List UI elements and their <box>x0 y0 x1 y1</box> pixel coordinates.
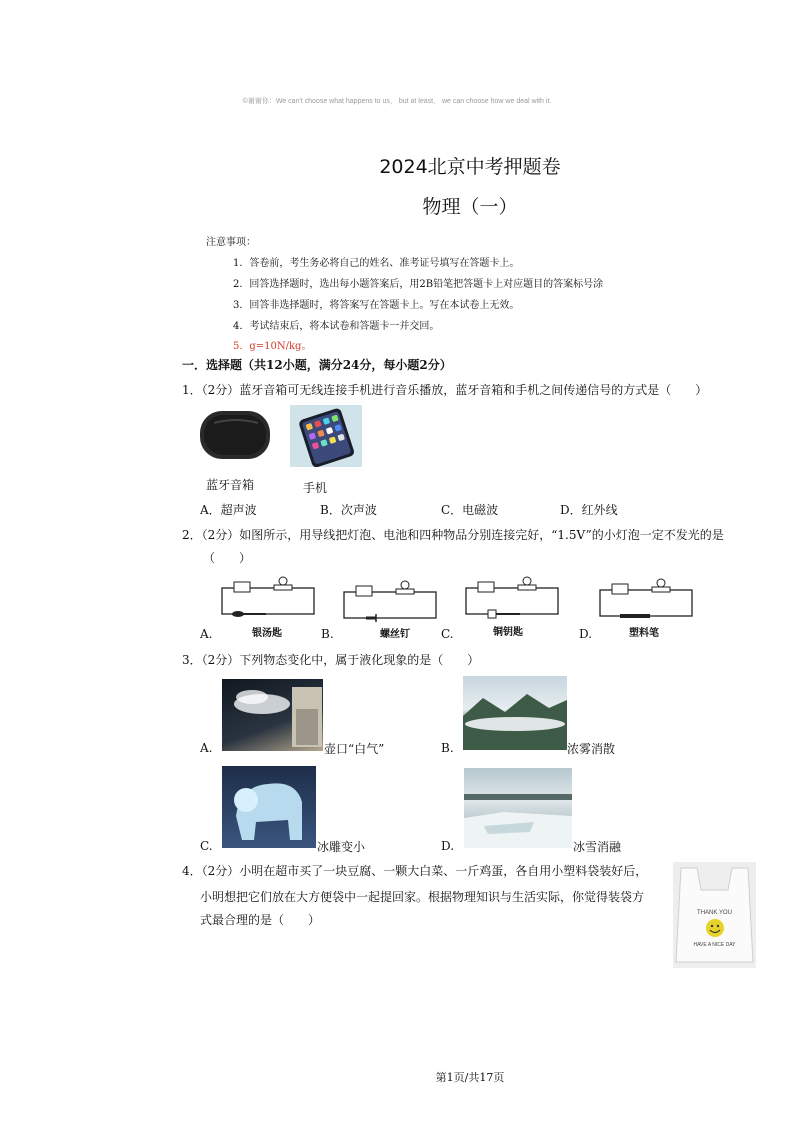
bluetooth-speaker-image <box>200 405 272 465</box>
q3-letter-d: D. <box>441 839 455 853</box>
fog-mountains-image <box>463 676 567 750</box>
q3-caption-a: 壶口“白气” <box>324 742 385 756</box>
q3-letter-c: C. <box>200 839 213 853</box>
q2-label-c: 铜钥匙 <box>493 627 523 638</box>
q2-label-a: 银汤匙 <box>252 628 282 639</box>
melting-snow-image <box>464 768 572 848</box>
ice-sculpture-image <box>222 766 316 848</box>
q2-letter-a: A. <box>200 627 213 641</box>
speaker-label: 蓝牙音箱 <box>206 478 255 492</box>
q2-label-d: 塑料笔 <box>629 628 659 639</box>
bag-text-thank-you: THANK YOU <box>697 910 732 916</box>
notice-item: 1．答卷前，考生务必将自己的姓名、准考证号填写在答题卡上。 <box>233 258 520 269</box>
question-1-stem: 1．（2分）蓝牙音箱可无线连接手机进行音乐播放，蓝牙音箱和手机之间传递信号的方式是（ ） <box>182 383 708 397</box>
q3-caption-b: 浓雾消散 <box>567 742 616 756</box>
phone-label: 手机 <box>303 481 328 495</box>
page-footer: 第1页/共17页 <box>435 1071 505 1084</box>
circuit-b <box>340 578 440 626</box>
page-title: 2024北京中考押题卷 <box>379 156 561 178</box>
notice-item: 4．考试结束后，将本试卷和答题卡一并交回。 <box>233 321 440 332</box>
section-heading: 一．选择题（共12小题，满分24分，每小题2分） <box>182 358 452 372</box>
q3-caption-d: 冰雪消融 <box>573 840 622 854</box>
question-2-stem-cont: （ ） <box>203 551 252 565</box>
question-3-stem: 3．（2分）下列物态变化中，属于液化现象的是（ ） <box>182 653 480 667</box>
notice-item: 2．回答选择题时，选出每小题答案后，用2B铅笔把答题卡上对应题目的答案标号涂 <box>233 279 604 290</box>
circuit-a <box>218 574 318 622</box>
q3-letter-a: A. <box>200 741 213 755</box>
q2-label-b: 螺丝钉 <box>380 629 410 640</box>
option-a: A．超声波 <box>200 503 257 517</box>
q3-caption-c: 冰雕变小 <box>317 840 366 854</box>
page-subtitle: 物理（一） <box>422 196 518 218</box>
bag-text-nice-day: HAVE A NICE DAY <box>693 942 736 948</box>
plastic-bag-image <box>673 862 756 968</box>
q2-letter-d: D. <box>579 627 593 641</box>
question-4-line-3: 式最合理的是（ ） <box>200 913 321 927</box>
q2-letter-c: C. <box>441 627 454 641</box>
phone-image <box>290 405 362 467</box>
notice-item: 3．回答非选择题时，将答案写在答题卡上。写在本试卷上无效。 <box>233 300 520 311</box>
option-c: C．电磁波 <box>441 503 499 517</box>
header-note: ©谢谢你：We can't choose what happens to us， but at least， we can choose how we deal with it. <box>242 98 552 105</box>
option-b: B．次声波 <box>320 503 377 517</box>
question-4-line-2: 小明想把它们放在大方便袋中一起提回家。根据物理知识与生活实际，你觉得装袋方 <box>200 890 645 904</box>
q2-letter-b: B. <box>321 627 334 641</box>
q3-letter-b: B. <box>441 741 454 755</box>
question-2-stem: 2．（2分）如图所示，用导线把灯泡、电池和四种物品分别连接完好，“1.5V”的小灯泡一定不发光的是 <box>182 528 724 542</box>
question-4-line-1: 4．（2分）小明在超市买了一块豆腐、一颗大白菜、一斤鸡蛋，各自用小塑料袋装好后， <box>182 864 648 878</box>
circuit-c <box>462 574 562 622</box>
kettle-steam-image <box>222 679 323 751</box>
circuit-d <box>596 576 696 624</box>
notice-heading: 注意事项： <box>206 237 256 248</box>
notice-item: 5．g=10N/kg。 <box>233 341 312 352</box>
option-d: D．红外线 <box>560 503 618 517</box>
